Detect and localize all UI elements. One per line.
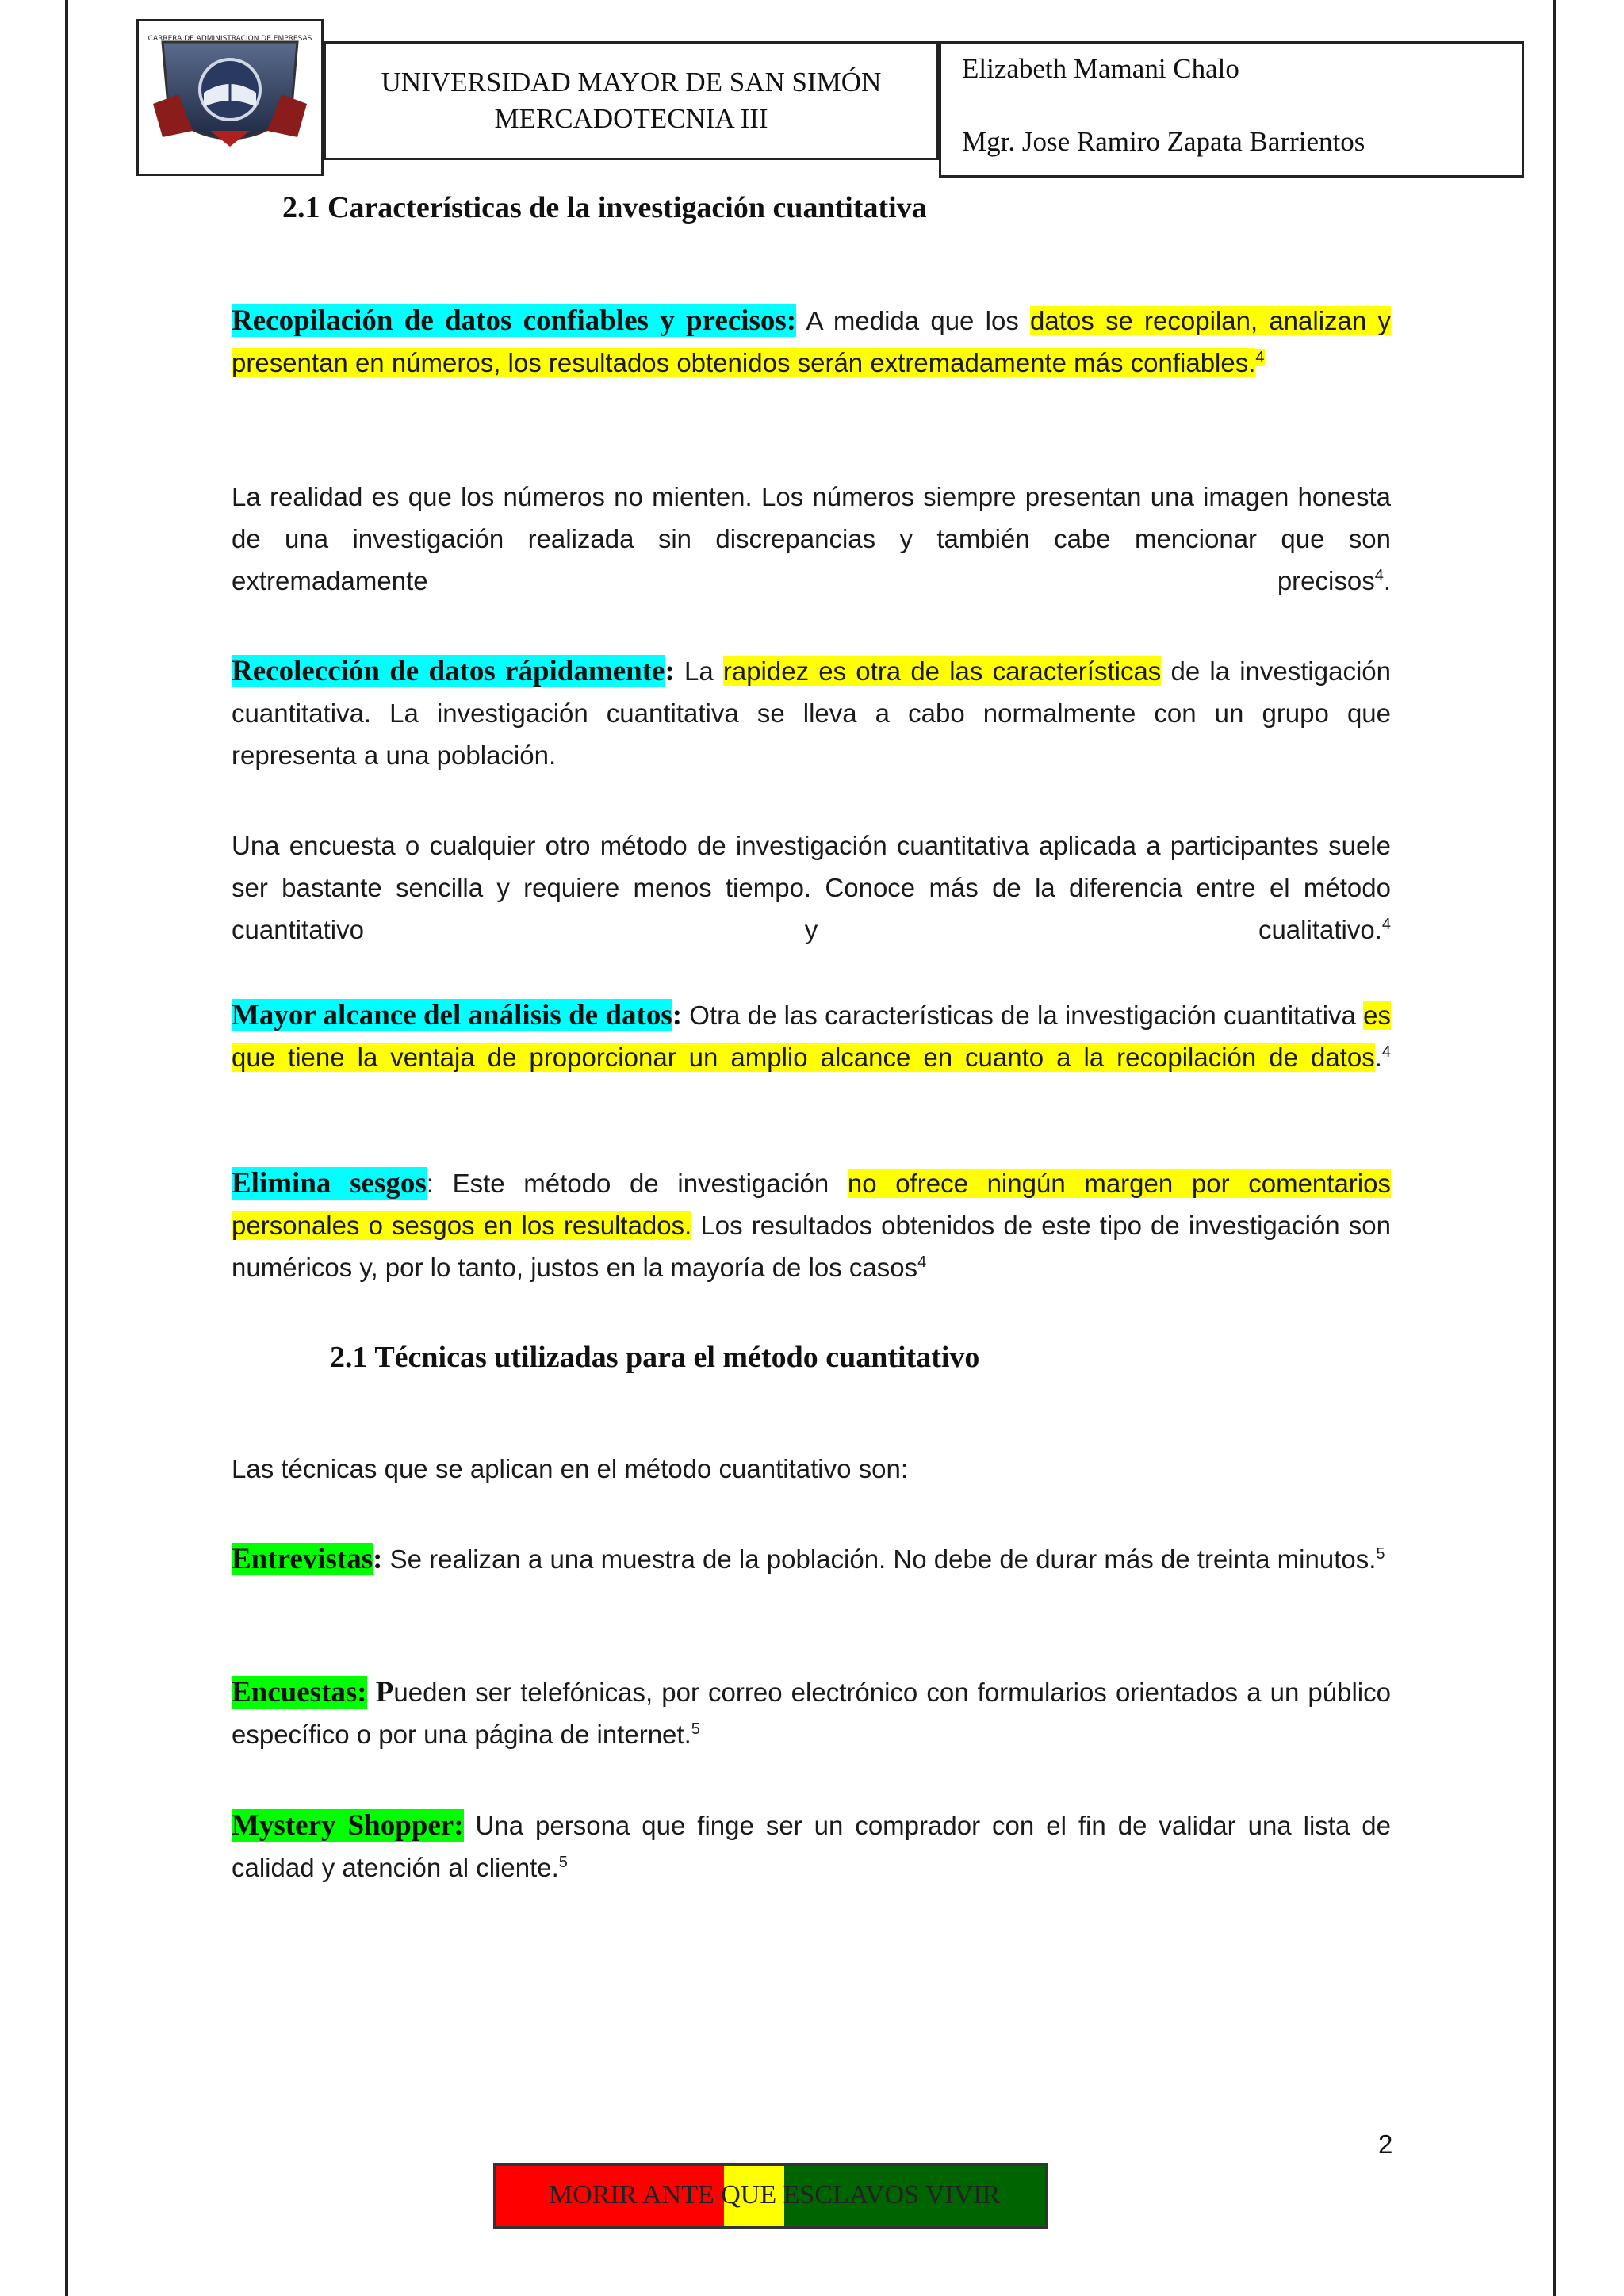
footnote-ref: 5 bbox=[691, 1720, 700, 1738]
term-colon: : bbox=[426, 1169, 434, 1198]
highlighted-text: rapidez es otra de las características bbox=[722, 656, 1162, 686]
technique-item-mystery-shopper bbox=[232, 1804, 1391, 1888]
term-lead-letter: P bbox=[366, 1676, 394, 1709]
section-heading-characteristics: 2.1 Características de la investigación cuantitativa bbox=[282, 191, 927, 224]
paragraph-text: Otra de las características de la investigación cuantitativa bbox=[682, 1001, 1364, 1030]
paragraph-techniques-intro bbox=[232, 1448, 1391, 1490]
paragraph-eliminate-bias bbox=[232, 1162, 1391, 1288]
highlighted-text: no ofrece ningún margen por comentarios personales o sesgos en los resultados. bbox=[232, 1169, 1391, 1240]
header-institution-box bbox=[324, 41, 939, 160]
section-heading-techniques: 2.1 Técnicas utilizadas para el método cuantitativo bbox=[330, 1341, 980, 1374]
term-eliminate-bias: Elimina sesgos bbox=[232, 1167, 427, 1200]
paragraph-text: de la investigación cuantitativa. La investigación cuantitativa se lleva a cabo normalmente con un grupo que representa a una población. bbox=[232, 656, 1391, 770]
footnote-ref: 5 bbox=[558, 1854, 568, 1871]
page-number: 2 bbox=[1378, 2130, 1393, 2159]
paragraph-end: . bbox=[1383, 566, 1391, 595]
paragraph-text: A medida que los bbox=[796, 306, 1031, 335]
paragraph-text: La bbox=[674, 656, 723, 686]
page-border-right bbox=[1553, 0, 1556, 2296]
footnote-ref: 4 bbox=[1255, 349, 1265, 366]
teacher-name: Mgr. Jose Ramiro Zapata Barrientos bbox=[962, 126, 1365, 157]
paragraph-numbers-dont-lie bbox=[232, 476, 1391, 602]
term-interviews: Entrevistas bbox=[232, 1543, 373, 1575]
paragraph-text: La realidad es que los números no mienten. Los números siempre presentan una imagen honesta de una investigación realizada sin discrepancias y también cabe mencionar que son extremadamente precisos bbox=[232, 482, 1391, 595]
highlighted-text: datos se recopilan, analizan y presentan en números, los resultados obtenidos serán extremadamente más confiables. bbox=[232, 306, 1391, 377]
footnote-ref: 4 bbox=[1374, 567, 1384, 584]
page-border-left bbox=[65, 0, 68, 2296]
paragraph-greater-scope bbox=[232, 994, 1391, 1078]
paragraph-text: Las técnicas que se aplican en el método cuantitativo son: bbox=[232, 1454, 909, 1483]
term-reliable-data: Recopilación de datos confiables y precisos bbox=[232, 304, 787, 337]
term-colon: : bbox=[665, 655, 675, 687]
motto-part-3: ESCLAVOS VIVIR bbox=[776, 2180, 1001, 2210]
footnote-ref: 4 bbox=[1381, 1043, 1391, 1061]
paragraph-text: Se realizan a una muestra de la población. No debe de durar más de treinta minutos. bbox=[382, 1544, 1377, 1574]
footer-motto-banner bbox=[493, 2163, 1048, 2229]
paragraph-text: Los resultados obtenidos de este tipo de investigación son numéricos y, por lo tanto, justos en la mayoría de los casos bbox=[232, 1211, 1391, 1282]
term-colon: : bbox=[786, 304, 797, 337]
author-name: Elizabeth Mamani Chalo bbox=[962, 53, 1239, 84]
course-name: MERCADOTECNIA III bbox=[494, 103, 768, 134]
technique-item-surveys bbox=[232, 1671, 1391, 1755]
paragraph-end: . bbox=[1374, 1043, 1382, 1072]
term-greater-scope: Mayor alcance del análisis de datos bbox=[232, 999, 672, 1031]
university-logo bbox=[136, 19, 324, 176]
term-mystery-shopper: Mystery Shopper: bbox=[232, 1809, 464, 1842]
paragraph-reliable-data bbox=[232, 300, 1391, 384]
motto-part-2: QUE bbox=[721, 2180, 777, 2210]
motto-text bbox=[549, 2180, 1000, 2210]
footnote-ref: 5 bbox=[1376, 1545, 1385, 1563]
paragraph-text: ueden ser telefónicas, por correo electrónico con formularios orientados a un público específico o por una página de internet. bbox=[232, 1678, 1391, 1749]
term-surveys: Encuestas: bbox=[232, 1676, 367, 1709]
footnote-ref: 4 bbox=[917, 1253, 927, 1271]
term-colon: : bbox=[672, 999, 683, 1031]
paragraph-text: Una persona que finge ser un comprador con el fin de validar una lista de calidad y atención al cliente. bbox=[232, 1811, 1391, 1882]
highlighted-text: es que tiene la ventaja de proporcionar un amplio alcance en cuanto a la recopilación de datos bbox=[232, 1001, 1391, 1072]
paragraph-fast-collection bbox=[232, 650, 1391, 776]
motto-part-1: MORIR ANTE bbox=[549, 2180, 722, 2210]
technique-item-interviews bbox=[232, 1538, 1391, 1580]
paragraph-text: Una encuesta o cualquier otro método de investigación cuantitativa aplicada a participantes suele ser bastante sencilla y requiere menos tiempo. Conoce más de la diferencia entre el método cuantitativo y cualitativo. bbox=[232, 831, 1391, 944]
university-name: UNIVERSIDAD MAYOR DE SAN SIMÓN bbox=[381, 67, 882, 98]
term-fast-collection: Recolección de datos rápidamente bbox=[232, 655, 665, 687]
header-names-box bbox=[939, 41, 1524, 178]
paragraph-survey bbox=[232, 825, 1391, 951]
svg-text:CARRERA DE ADMINISTRACIÓN DE E: CARRERA DE ADMINISTRACIÓN DE EMPRESAS bbox=[147, 35, 312, 43]
university-crest-icon bbox=[147, 28, 313, 169]
term-colon: : bbox=[373, 1543, 383, 1575]
paragraph-text: Este método de investigación bbox=[433, 1169, 848, 1198]
footnote-ref: 4 bbox=[1381, 916, 1391, 933]
